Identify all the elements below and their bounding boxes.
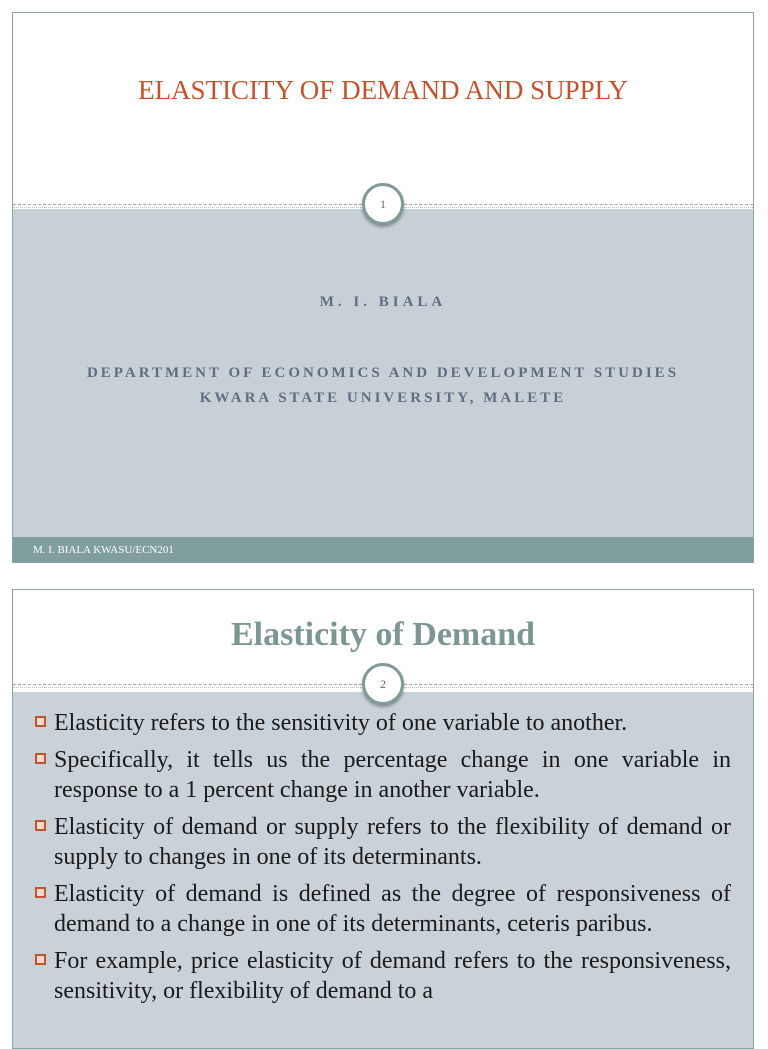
list-item [33,879,731,940]
list-item [33,946,731,1007]
square-bullet-icon [35,887,46,898]
bullet-text: Elasticity of demand or supply refers to the flexibility of demand or supply to changes in one of its determinants. [54,813,731,870]
bullet-list [33,708,731,1013]
author-name: M. I. BIALA [319,294,447,310]
department-name: DEPARTMENT OF ECONOMICS AND DEVELOPMENT STUDIES [86,365,680,381]
bullet-text: Elasticity of demand is defined as the degree of responsiveness of demand to a change in one of its determinants, ceteris paribus. [54,880,731,937]
slide-2 [12,589,754,1049]
bullet-text: Elasticity refers to the sensitivity of one variable to another. [54,710,628,736]
university-name: KWARA STATE UNIVERSITY, MALETE [199,390,567,406]
list-item [33,745,731,806]
slide-number-badge: 1 [362,183,404,225]
slide-1 [12,12,754,563]
square-bullet-icon [35,954,46,965]
bullet-text: For example, price elasticity of demand refers to the responsiveness, sensitivity, or flexibility of demand to a [54,947,731,1004]
square-bullet-icon [35,820,46,831]
list-item [33,812,731,873]
slide-footer: M. I. BIALA KWASU/ECN201 [13,537,753,563]
slide-number-badge: 2 [362,663,404,705]
square-bullet-icon [35,716,46,727]
bullet-text: Specifically, it tells us the percentage change in one variable in response to a 1 percent change in another variable. [54,746,731,803]
square-bullet-icon [35,753,46,764]
slide-1-title: ELASTICITY OF DEMAND AND SUPPLY [138,75,628,105]
list-item [33,708,731,739]
slide-2-title: Elasticity of Demand [230,616,536,653]
